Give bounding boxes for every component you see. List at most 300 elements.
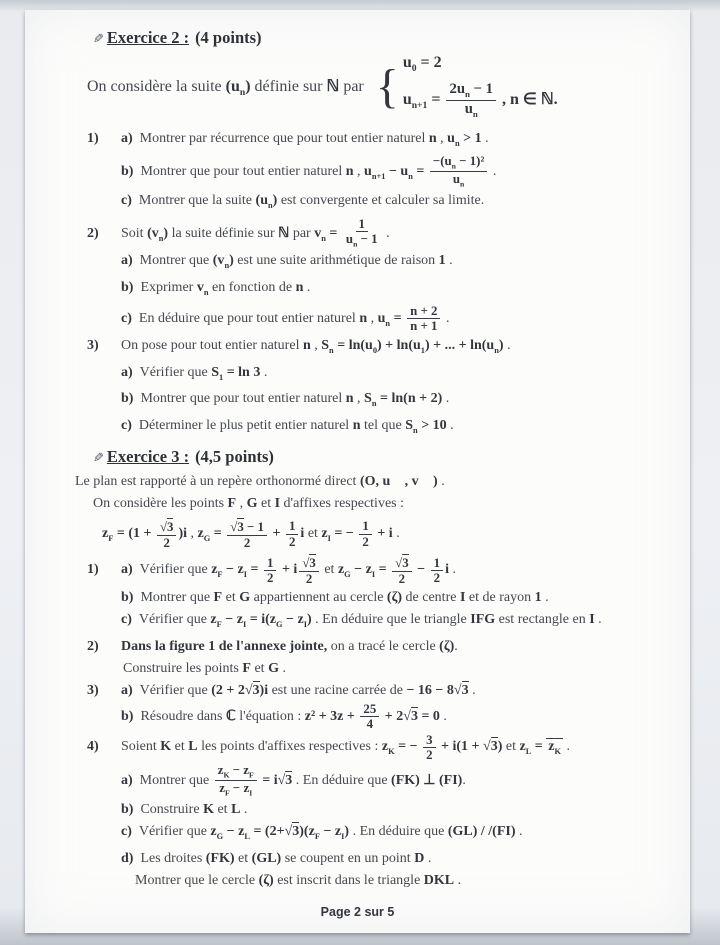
fraction: [407, 304, 440, 333]
math-text-segment: n: [428, 130, 437, 146]
math-text-segment: 3: [167, 519, 174, 534]
item-number: 2): [87, 639, 99, 655]
line-text: [140, 851, 431, 866]
fraction-denominator: [303, 572, 315, 586]
text-segment: ,: [367, 310, 378, 326]
radicand: [491, 737, 498, 756]
item-letter: a): [121, 772, 133, 788]
math-subscript: I: [243, 570, 248, 580]
math-text-segment: u: [452, 172, 461, 187]
math-text-segment: + i: [373, 526, 393, 542]
math-text-segment: − 16 − 8: [406, 683, 454, 699]
text-segment: .: [240, 802, 248, 818]
exercise-heading: [93, 447, 690, 467]
text-segment: .: [442, 391, 450, 407]
square-root: [160, 518, 174, 535]
text-segment: et: [171, 739, 189, 755]
math-subscript: K: [388, 747, 395, 757]
text-segment: de centre: [402, 590, 460, 606]
item-letter: a): [121, 683, 133, 699]
line-text: [139, 253, 453, 271]
math-subscript: n+1: [371, 171, 386, 181]
text-segment: ,: [236, 495, 247, 511]
math-text-segment: v: [314, 225, 322, 241]
radical-sign: √: [302, 556, 310, 571]
fraction: [431, 556, 443, 585]
math-text-segment: u: [464, 100, 473, 117]
item-letter: d): [121, 851, 134, 867]
text-segment: Montrer que: [139, 772, 213, 788]
item-letter: b): [121, 391, 134, 407]
math-text-segment: =: [375, 562, 391, 578]
math-text-segment: ): [498, 337, 504, 353]
line-text: [121, 732, 571, 762]
text-segment: Les droites: [140, 851, 206, 867]
math-text-segment: ): [245, 77, 251, 95]
fraction-numerator: [264, 556, 276, 571]
radicand: [411, 707, 418, 726]
math-text-segment: D: [414, 851, 425, 867]
math-subscript: F: [224, 788, 230, 798]
exercise-line: [25, 609, 690, 635]
math-text-segment: 1: [267, 555, 274, 570]
text-segment: On considère la suite: [87, 77, 226, 95]
math-text-segment: z: [337, 562, 345, 578]
math-subscript: F: [314, 832, 320, 842]
exercise-line: [25, 335, 690, 361]
fraction-denominator: [359, 535, 371, 549]
line-text: [140, 391, 450, 409]
text-segment: . En déduire que: [292, 772, 392, 788]
math-text-segment: 3: [461, 683, 469, 699]
exercise-line: [25, 154, 690, 189]
exercise-line: [25, 587, 690, 608]
math-subscript: I: [242, 620, 247, 630]
square-root: [230, 518, 244, 535]
math-text-segment: DKL: [423, 873, 455, 889]
math-text-segment: i: [300, 526, 305, 542]
math-text-segment: + 2: [381, 709, 404, 725]
text-segment: Vérifier que: [139, 364, 212, 380]
math-text-segment: − z: [221, 612, 243, 628]
math-subscript: G: [344, 570, 351, 580]
math-text-segment: (u: [255, 193, 268, 209]
math-text-segment: − z: [229, 763, 249, 778]
system-row: [403, 81, 558, 119]
math-subscript: I: [341, 832, 345, 842]
text-segment: est une suite arithmétique de raison: [233, 253, 439, 269]
exercise-line: [25, 763, 690, 798]
math-text-segment: ): [344, 824, 350, 840]
math-text-segment: u: [345, 232, 354, 247]
text-segment: Montrer que pour tout entier naturel: [140, 391, 346, 407]
exercise-line: [25, 518, 690, 550]
math-text-segment: ): [306, 612, 312, 628]
math-subscript: G: [275, 620, 283, 630]
math-text-segment: = i(z: [246, 612, 276, 628]
item-letter: c): [121, 310, 132, 326]
math-text-segment: + i: [278, 562, 298, 578]
exercise-title: Exercice 2 :: [106, 28, 190, 47]
math-text-segment: z² + 3z +: [304, 709, 359, 725]
text-segment: Résoudre dans: [140, 709, 226, 725]
math-text-segment: u: [402, 91, 412, 109]
math-text-segment: (v: [212, 253, 225, 269]
math-subscript: n: [203, 288, 209, 298]
math-text-segment: 2u: [449, 81, 465, 98]
math-text-segment: z: [210, 824, 217, 840]
math-subscript: F: [217, 570, 223, 580]
math-text-segment: =: [210, 526, 226, 542]
line-text: [140, 802, 247, 817]
math-text-segment: G: [239, 590, 251, 606]
text-segment: .: [445, 253, 453, 269]
line-text: [140, 683, 476, 698]
line-text: [140, 154, 497, 189]
math-text-segment: −(u: [432, 154, 452, 169]
text-segment: et: [234, 851, 252, 867]
math-text-segment: ): [497, 739, 503, 755]
math-text-segment: n: [345, 164, 354, 180]
fraction: [359, 519, 371, 548]
math-text-segment: = i: [258, 772, 278, 788]
math-text-segment: 1: [358, 217, 365, 232]
text-segment: On considère les points: [93, 495, 228, 511]
exercise-line: [25, 636, 690, 657]
fraction-denominator: [161, 536, 173, 550]
math-text-segment: − z: [350, 562, 372, 578]
math-text-segment: 2: [243, 535, 251, 550]
square-root: [395, 554, 409, 571]
math-text-segment: (GL): [251, 851, 282, 867]
exercise-heading: [93, 28, 690, 48]
item-letter: b): [121, 280, 134, 296]
math-text-segment: z: [217, 763, 224, 778]
math-text-segment: v: [196, 280, 204, 296]
math-text-segment: 3: [292, 824, 300, 840]
math-text-segment: +: [269, 526, 284, 542]
math-text-segment: z: [381, 739, 389, 755]
math-text-segment: z: [548, 739, 555, 755]
text-segment: .: [442, 310, 450, 326]
math-text-segment: 2: [267, 570, 274, 585]
text-segment: .: [594, 612, 602, 628]
square-root: [483, 736, 498, 757]
math-text-segment: ℕ: [278, 225, 290, 241]
math-subscript: n: [224, 261, 230, 271]
text-segment: d'affixes respectives :: [280, 495, 404, 511]
text-segment: et: [213, 802, 232, 818]
line-text: [123, 661, 286, 676]
exercise-line: [25, 362, 690, 388]
pencil-icon: ✎: [93, 449, 104, 465]
math-text-segment: ) + ln(u: [377, 337, 421, 353]
fraction-denominator: [431, 571, 443, 585]
sequence-definition-line: [25, 54, 690, 120]
line-text: [140, 280, 311, 298]
item-letter: c): [121, 418, 132, 434]
text-segment: en fonction de: [208, 280, 296, 296]
line-text: [140, 365, 268, 380]
fraction: [227, 518, 267, 550]
text-segment: ,: [353, 391, 365, 407]
math-text-segment: ,: [498, 91, 511, 109]
math-text-segment: = (2+: [249, 824, 285, 840]
text-segment: Soit: [121, 225, 148, 241]
radical-sign: √: [453, 683, 462, 699]
math-text-segment: − u: [385, 164, 409, 180]
math-text-segment: (ζ): [258, 873, 274, 889]
math-subscript: n: [494, 345, 499, 355]
math-text-segment: 2: [288, 534, 296, 549]
math-subscript: n: [460, 179, 465, 189]
math-text-segment: > 1: [459, 130, 482, 146]
math-subscript: L: [525, 747, 532, 757]
fraction-denominator: [407, 319, 440, 333]
math-subscript: n: [371, 399, 377, 409]
math-text-segment: ): [272, 193, 278, 209]
text-segment: on a tracé le cercle: [327, 639, 440, 655]
text-segment: Exprimer: [140, 280, 197, 296]
math-subscript: n: [158, 233, 164, 243]
line-text: [139, 763, 466, 798]
radical-sign: √: [277, 772, 286, 788]
text-segment: Vérifier que: [138, 824, 211, 840]
text-segment: Vérifier que: [139, 683, 212, 699]
text-segment: . En déduire que: [349, 824, 448, 840]
math-text-segment: 2: [426, 747, 433, 762]
system-brace: {: [375, 59, 399, 113]
fraction-numerator: [215, 763, 257, 781]
fraction: [215, 763, 257, 798]
math-text-segment: (v: [147, 225, 159, 241]
text-segment: .: [489, 164, 497, 180]
item-letter: a): [121, 364, 133, 380]
math-text-segment: 3: [237, 519, 244, 534]
math-text-segment: (FK): [205, 851, 235, 867]
math-text-segment: > 10: [417, 418, 447, 434]
square-root: [278, 770, 293, 791]
item-letter: c): [121, 824, 132, 840]
fraction: [157, 518, 177, 550]
math-text-segment: n: [345, 391, 354, 407]
exercise-line: [25, 493, 690, 514]
math-text-segment: − z: [222, 562, 244, 578]
math-subscript: 0: [411, 63, 417, 75]
fraction: [430, 154, 487, 189]
math-text-segment: Dans la figure 1 de l'annexe jointe,: [121, 639, 328, 655]
fraction-numerator: [356, 217, 368, 232]
math-subscript: F: [249, 770, 254, 780]
math-text-segment: 2: [163, 535, 170, 550]
line-text: [139, 418, 454, 433]
math-text-segment: I: [274, 495, 281, 511]
definition-text: [87, 76, 364, 98]
math-text-segment: 3: [490, 739, 498, 755]
text-segment: Montrer que: [139, 253, 213, 269]
fraction: [286, 519, 298, 548]
math-text-segment: )(z: [299, 824, 315, 840]
line-text: [139, 555, 456, 587]
text-segment: appartiennent au cercle: [250, 590, 387, 606]
math-text-segment: 2: [362, 534, 369, 549]
system-row: [403, 54, 558, 74]
text-segment: par: [289, 225, 315, 241]
math-text-segment: ): [229, 253, 234, 269]
radical-sign: √: [159, 519, 168, 534]
math-text-segment: S: [211, 364, 219, 380]
fraction-numerator: [286, 519, 298, 534]
text-segment: .: [503, 337, 511, 353]
math-text-segment: =: [247, 562, 262, 578]
fraction-numerator: [157, 518, 177, 536]
item-number: 1): [87, 562, 99, 578]
square-root: [302, 554, 316, 571]
math-text-segment: 3: [402, 556, 409, 571]
fraction-denominator: [450, 172, 467, 189]
line-text: [138, 304, 450, 334]
fraction: [299, 554, 319, 586]
text-segment: ,: [310, 337, 322, 353]
math-text-segment: ) + ... + ln(u: [424, 337, 495, 353]
math-text-segment: 3: [309, 556, 316, 571]
line-text: [93, 496, 404, 511]
text-segment: Construire les points: [123, 661, 243, 677]
text-segment: .: [446, 418, 454, 434]
math-subscript: K: [554, 747, 562, 757]
math-text-segment: (ζ): [439, 639, 455, 655]
exercise-line: [25, 388, 690, 414]
math-subscript: L: [244, 832, 250, 842]
math-text-segment: z: [210, 612, 217, 628]
math-text-segment: u: [447, 130, 455, 146]
math-text-segment: 1: [438, 253, 446, 269]
fraction-denominator: [216, 781, 255, 798]
text-segment: est une racine carrée de: [268, 683, 407, 699]
text-segment: .: [303, 280, 311, 296]
math-text-segment: z: [219, 781, 225, 796]
math-text-segment: (GL) / /(FI): [447, 824, 516, 840]
text-segment: Montrer que la suite: [138, 193, 256, 209]
text-segment: l'équation :: [235, 709, 305, 725]
math-text-segment: n: [295, 280, 304, 296]
math-text-segment: n ∈ ℕ.: [510, 91, 558, 109]
math-text-segment: =: [412, 164, 428, 180]
text-segment: et: [222, 590, 240, 606]
line-text: [121, 639, 458, 654]
fraction: [392, 554, 412, 586]
math-subscript: n: [385, 318, 391, 328]
math-subscript: G: [203, 534, 211, 544]
math-text-segment: 3: [410, 709, 418, 725]
fraction-denominator: [264, 571, 276, 585]
math-text-segment: (FK) ⊥ (FI): [391, 772, 463, 788]
math-subscript: 1: [219, 372, 224, 382]
math-text-segment: −: [413, 562, 429, 578]
math-text-segment: n + 2: [410, 304, 438, 319]
exercise-line: [25, 702, 690, 731]
math-text-segment: = −: [394, 739, 422, 755]
text-segment: Construire: [140, 802, 204, 818]
line-text: [138, 193, 485, 211]
exercise-line: [25, 848, 690, 869]
fraction-denominator: [241, 536, 253, 550]
text-segment: . En déduire que le triangle: [311, 612, 471, 628]
text-segment: .: [454, 639, 458, 655]
math-subscript: F: [216, 620, 222, 630]
math-text-segment: = 0: [417, 709, 440, 725]
radical-sign: √: [230, 519, 238, 534]
item-letter: c): [121, 193, 132, 209]
fraction-numerator: [299, 554, 319, 572]
math-text-segment: G: [246, 495, 258, 511]
math-text-segment: (2 + 2: [211, 683, 245, 699]
fraction-numerator: [407, 304, 440, 319]
text-segment: .: [563, 739, 571, 755]
math-text-segment: 2: [398, 572, 406, 587]
radicand: [167, 518, 173, 535]
radical-sign: √: [483, 739, 491, 755]
conjugate-overline: [546, 738, 563, 757]
text-segment: ,: [353, 164, 365, 180]
math-text-segment: − z: [319, 824, 342, 840]
math-subscript: 1: [420, 345, 425, 355]
text-segment: est convergente et calculer sa limite.: [277, 193, 485, 209]
item-letter: b): [121, 709, 134, 725]
text-segment: et: [502, 739, 520, 755]
exercise-line: [25, 799, 690, 820]
math-subscript: n: [239, 86, 246, 98]
fraction: [423, 733, 435, 762]
math-text-segment: K: [203, 802, 214, 818]
fraction-numerator: [446, 81, 496, 101]
text-segment: .: [448, 562, 456, 578]
fraction-denominator: [364, 717, 376, 731]
math-text-segment: S: [364, 391, 372, 407]
text-segment: Montrer par récurrence que pour tout entier naturel: [139, 130, 429, 146]
math-text-segment: z: [102, 526, 109, 542]
math-text-segment: (O, u⃗ , v⃗ ): [359, 473, 438, 489]
exercise-line: [25, 415, 690, 441]
math-text-segment: S: [405, 418, 414, 434]
line-text: [138, 824, 523, 842]
math-subscript: 0: [372, 345, 378, 355]
pencil-icon: ✎: [93, 31, 104, 46]
square-root: [454, 680, 469, 701]
text-segment: et: [257, 495, 275, 511]
text-segment: .: [454, 873, 462, 889]
line-text: [75, 474, 445, 489]
item-letter: a): [121, 130, 133, 146]
math-text-segment: = ln(u: [333, 337, 373, 353]
math-text-segment: u: [364, 164, 372, 180]
text-segment: tel que: [360, 418, 406, 434]
math-text-segment: L: [231, 802, 241, 818]
text-segment: Soient: [121, 739, 161, 755]
math-text-segment: i: [445, 562, 449, 578]
line-text: [135, 873, 461, 888]
math-text-segment: n + 1: [410, 319, 438, 334]
text-segment: ,: [436, 130, 448, 146]
exercise-line: [25, 821, 690, 847]
math-text-segment: (ζ): [386, 590, 403, 606]
math-text-segment: 1: [362, 519, 369, 534]
fraction-denominator: [286, 535, 298, 549]
math-text-segment: n: [352, 418, 361, 434]
text-segment: est rectangle en: [495, 612, 590, 628]
text-segment: et: [250, 661, 269, 677]
radical-sign: √: [395, 556, 403, 571]
